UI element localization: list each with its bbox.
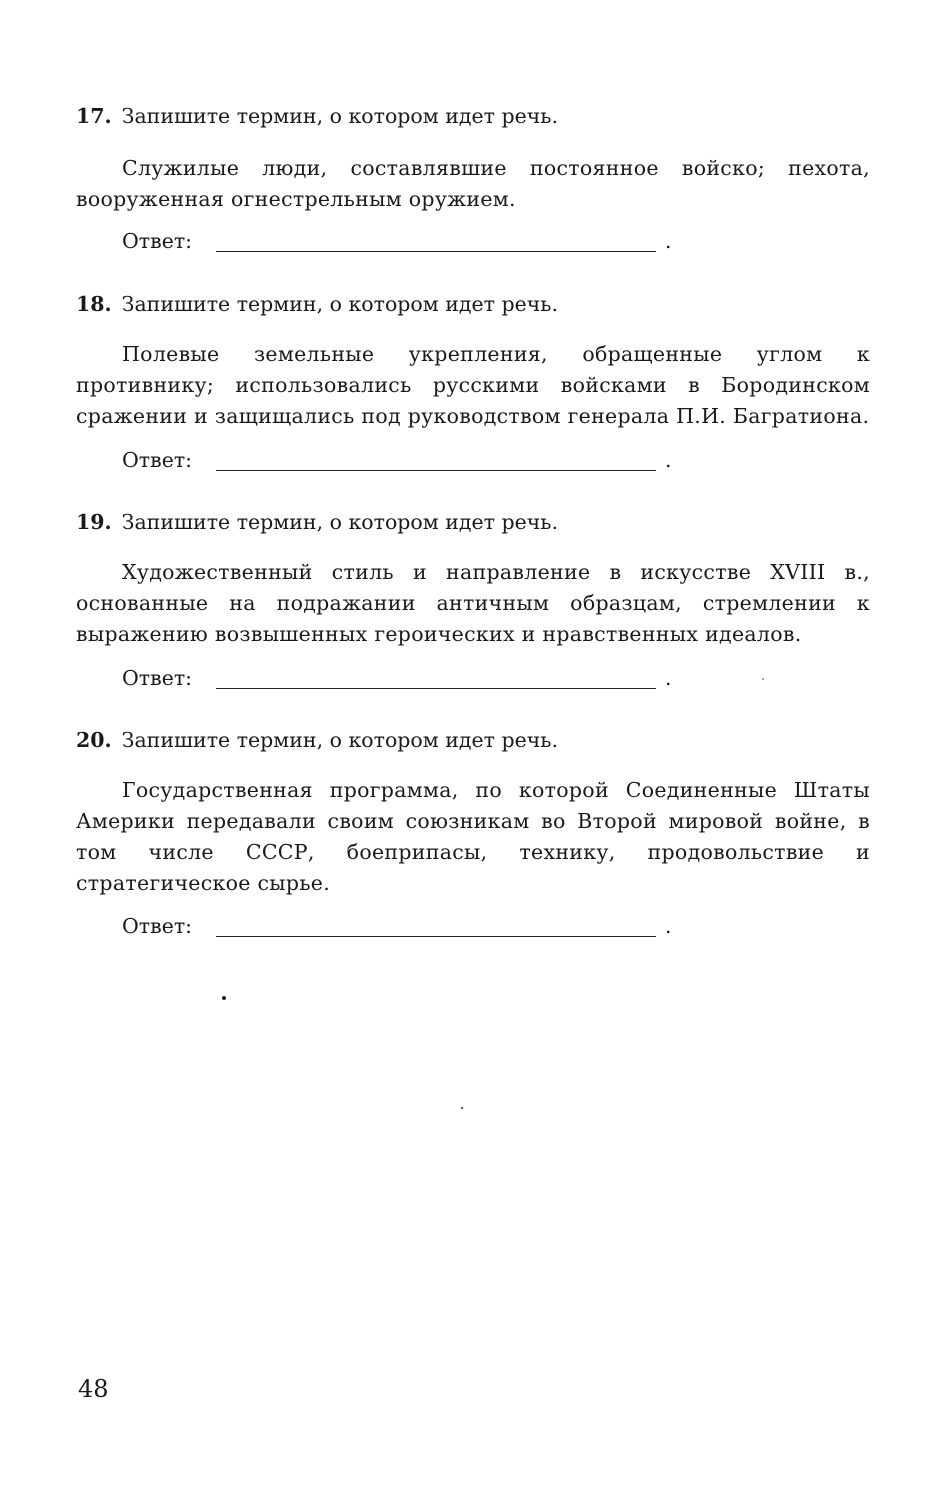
- task-description: Государственная программа, по которой Соединенные Штаты Америки передавали своим союзникам во Второй мировой войне, в том числе СССР, боеприпасы, технику, продовольствие и стратегическое сырье.: [76, 778, 870, 895]
- answer-label: Ответ:: [122, 448, 193, 472]
- answer-field[interactable]: [216, 688, 656, 689]
- task-prompt: [76, 725, 870, 756]
- task-description: Полевые земельные укрепления, обращенные углом к противнику; использовались русскими войсками в Бородинском сражении и защищались под руководством генерала П.И. Багратиона.: [76, 342, 870, 428]
- answer-field[interactable]: [216, 251, 656, 252]
- task-instruction: Запишите термин, о котором идет речь.: [121, 510, 558, 534]
- task-17: [76, 101, 870, 257]
- answer-row: [122, 663, 870, 694]
- task-instruction: Запишите термин, о котором идет речь.: [121, 728, 558, 752]
- answer-label: Ответ:: [122, 914, 193, 938]
- answer-row: [122, 445, 870, 476]
- task-prompt: [76, 101, 870, 132]
- scan-speck: [762, 678, 764, 680]
- page-number: 48: [78, 1375, 109, 1403]
- answer-period: .: [665, 914, 672, 938]
- task-prompt: [76, 289, 870, 320]
- task-number: 20.: [76, 728, 112, 752]
- answer-field[interactable]: [216, 470, 656, 471]
- answer-label: Ответ:: [122, 666, 193, 690]
- answer-period: .: [665, 448, 672, 472]
- answer-period: .: [665, 229, 672, 253]
- task-instruction: Запишите термин, о котором идет речь.: [121, 292, 558, 316]
- answer-period: .: [665, 666, 672, 690]
- task-prompt: [76, 507, 870, 538]
- task-instruction: Запишите термин, о котором идет речь.: [121, 104, 558, 128]
- task-19: [76, 507, 870, 694]
- answer-row: [122, 226, 870, 257]
- task-number: 17.: [76, 104, 112, 128]
- scan-speck: [222, 996, 226, 1000]
- task-18: [76, 289, 870, 476]
- scan-speck: [461, 1107, 463, 1109]
- task-description: Художественный стиль и направление в искусстве XVIII в., основанные на подражании античным образцам, стремлении к выражению возвышенных героических и нравственных идеалов.: [76, 560, 870, 646]
- task-description: Служилые люди, составлявшие постоянное войско; пехота, вооруженная огнестрельным оружием.: [76, 156, 870, 211]
- task-number: 18.: [76, 292, 112, 316]
- answer-field[interactable]: [216, 936, 656, 937]
- task-number: 19.: [76, 510, 112, 534]
- task-20: [76, 725, 870, 942]
- answer-label: Ответ:: [122, 229, 193, 253]
- answer-row: [122, 911, 870, 942]
